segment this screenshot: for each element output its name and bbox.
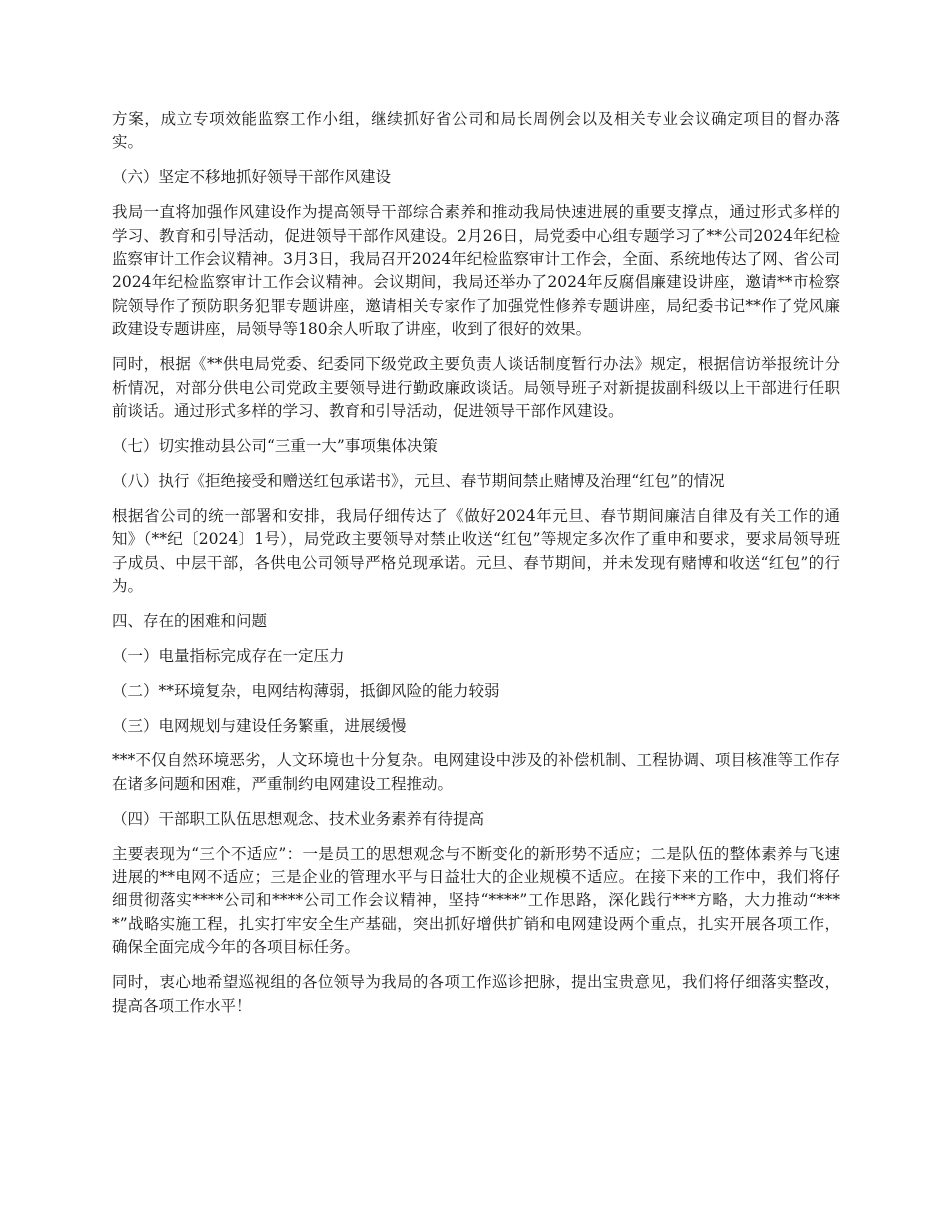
paragraph-red-envelope: 根据省公司的统一部署和安排，我局仔细传达了《做好2024年元旦、春节期间廉洁自律及有关工作的通知》（**纪〔2024〕1号），局党政主要领导对禁止收送“红包”等规定多次作了重申和要求，要求局领导班子成员、中层干部，各供电公司领导严格兑现承诺。元旦、春节期间，并未发现有赌博和收送“红包”的行为。: [112, 506, 840, 595]
heading-part-4: 四、存在的困难和问题: [112, 611, 268, 630]
paragraph-environment: ***不仅自然环境恶劣，人文环境也十分复杂。电网建设中涉及的补偿机制、工程协调、项目核准等工作存在诸多问题和困难，严重制约电网建设工程推动。: [112, 751, 840, 793]
document-body: [112, 108, 840, 1030]
paragraph-talks: 同时，根据《**供电局党委、纪委同下级党政主要负责人谈话制度暂行办法》规定，根据信访举报统计分析情况，对部分供电公司党政主要领导进行勤政廉政谈话。局领导班子对新提拔副科级以上干部进行任职前谈话。通过形式多样的学习、教育和引导活动，促进领导干部作风建设。: [112, 355, 840, 420]
paragraph-inspection-projects: 方案，成立专项效能监察工作小组，继续抓好省公司和局长周例会以及相关专业会议确定项目的督办落实。: [112, 110, 840, 152]
heading-section-8: （八）执行《拒绝接受和赠送红包承诺书》，元旦、春节期间禁止赌博及治理“红包”的情况: [112, 471, 725, 490]
heading-section-6: （六）坚定不移地抓好领导干部作风建设: [112, 168, 392, 187]
paragraph-style-building: 我局一直将加强作风建设作为提高领导干部综合素养和推动我局快速进展的重要支撑点，通过形式多样的学习、教育和引导活动，促进领导干部作风建设。2月26日，局党委中心组专题学习了**公司2024年纪检监察审计工作会议精神。3月3日，我局召开2024年纪检监察审计工作会，全面、系统地传达了网、省公司2024年纪检监察审计工作会议精神。会议期间，我局还举办了2024年反腐倡廉建设讲座，邀请**市检察院领导作了预防职务犯罪专题讲座，邀请相关专家作了加强党性修养专题讲座，局纪委书记**作了党风廉政建设专题讲座，局领导等180余人听取了讲座，收到了很好的效果。: [112, 203, 840, 339]
heading-problem-4: （四）干部职工队伍思想观念、技术业务素养有待提高: [112, 809, 485, 828]
paragraph-three-mismatches: 主要表现为“三个不适应”：一是员工的思想观念与不断变化的新形势不适应；二是队伍的整体素养与飞速进展的**电网不适应；三是企业的管理水平与日益壮大的企业规模不适应。在接下来的工作中，我们将仔细贯彻落实****公司和****公司工作会议精神，坚持“****”工作思路，深化践行***方略，大力推动“****”战略实施工程，扎实打牢安全生产基础，突出抓好增供扩销和电网建设两个重点，扎实开展各项工作，确保全面完成今年的各项目标任务。: [112, 844, 840, 957]
heading-problem-2: （二）**环境复杂，电网结构薄弱，抵御风险的能力较弱: [112, 681, 500, 700]
heading-section-7: （七）切实推动县公司“三重一大”事项集体决策: [112, 436, 438, 455]
heading-problem-3: （三）电网规划与建设任务繁重，进展缓慢: [112, 716, 407, 735]
paragraph-closing: 同时，衷心地希望巡视组的各位领导为我局的各项工作巡诊把脉，提出宝贵意见，我们将仔细落实整改，提高各项工作水平！: [112, 973, 840, 1015]
heading-problem-1: （一）电量指标完成存在一定压力: [112, 646, 345, 665]
